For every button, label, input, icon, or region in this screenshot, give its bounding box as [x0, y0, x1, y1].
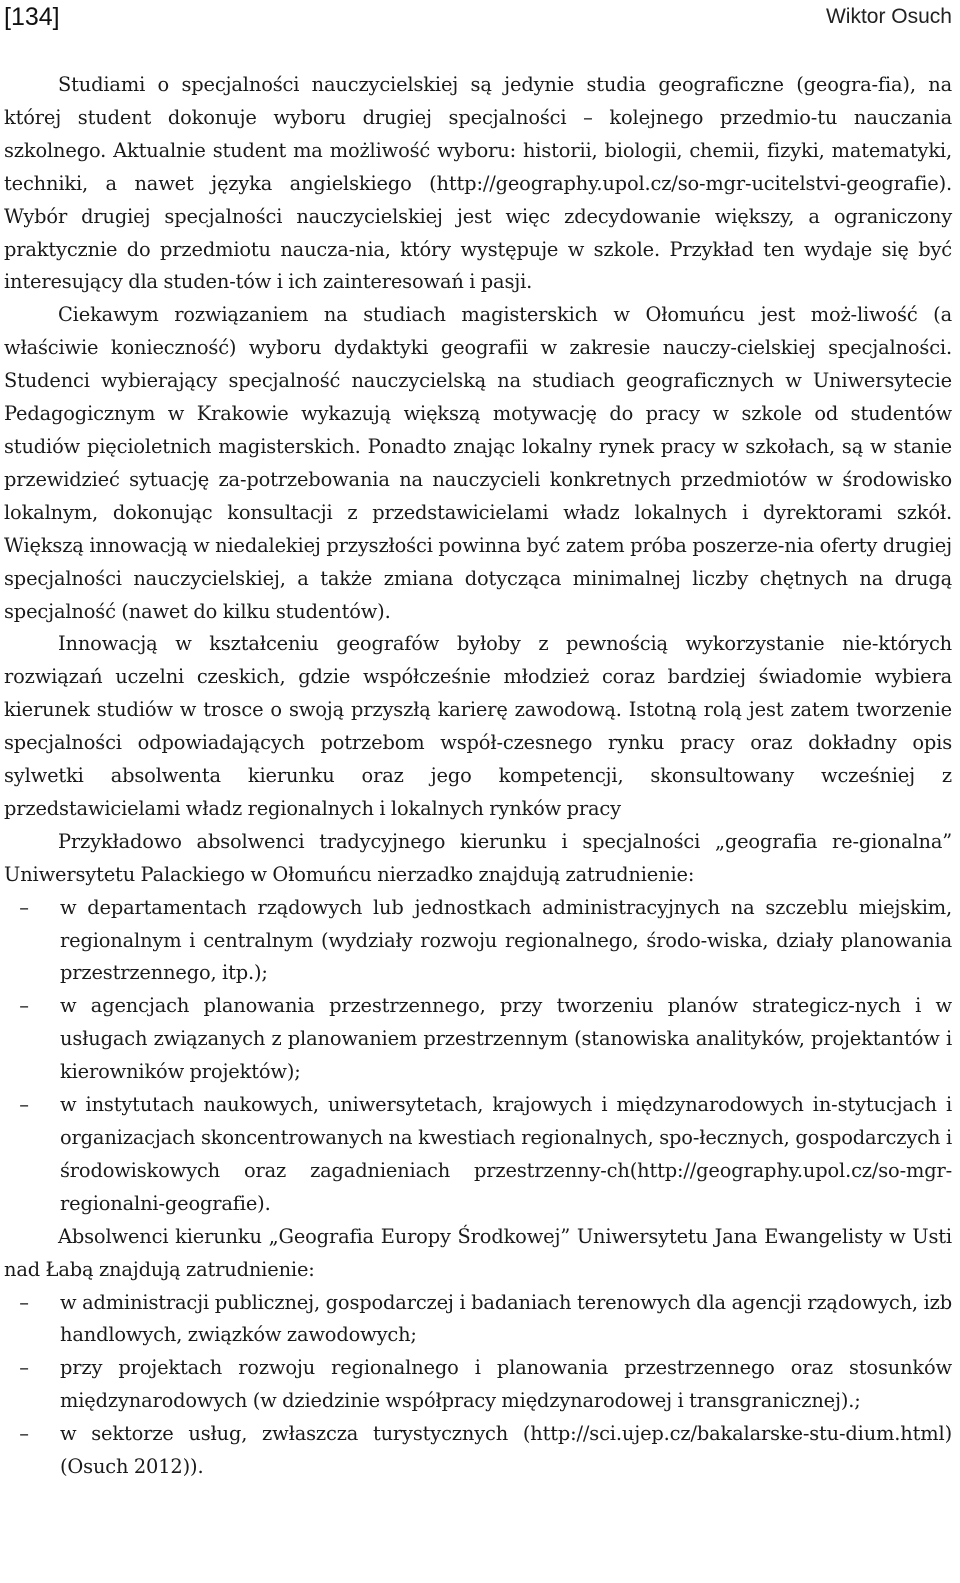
list-item: [4, 892, 952, 991]
list-item-text: w sektorze usług, zwłaszcza turystycznych (http://sci.ujep.cz/bakalarske-stu-dium.html) (Osuch 2012)).: [60, 1422, 952, 1479]
dash-bullet-icon: –: [19, 994, 29, 1018]
list-item-text: przy projektach rozwoju regionalnego i planowania przestrzennego oraz stosunków międzynarodowych (w dziedzinie współpracy międzynarodowej i transgranicznej).;: [60, 1356, 952, 1413]
list-item: [4, 1287, 952, 1353]
running-header-author: Wiktor Osuch: [825, 5, 952, 28]
dash-bullet-icon: –: [19, 1422, 29, 1446]
list-item-text: w agencjach planowania przestrzennego, przy tworzeniu planów strategicz-nych i w usługach związanych z planowaniem przestrzennym (stanowiska analityków, projektantów i kierowników projektów);: [60, 994, 952, 1084]
dash-bullet-icon: –: [19, 1093, 29, 1117]
list-item: [4, 1418, 952, 1484]
article-body: [4, 69, 952, 1484]
dash-bullet-icon: –: [19, 895, 29, 919]
employment-list-regional-geography: [4, 892, 952, 1221]
list-item: [4, 990, 952, 1089]
paragraph: Przykładowo absolwenci tradycyjnego kierunku i specjalności „geografia re-gionalna” Uniwersytetu Palackiego w Ołomuńcu nierzadko znajdują zatrudnienie:: [4, 829, 952, 886]
employment-list-central-europe: [4, 1287, 952, 1484]
list-item-text: w departamentach rządowych lub jednostkach administracyjnych na szczeblu miejskim, regionalnym i centralnym (wydziały rozwoju regionalnego, środo-wiska, działy planowania przestrzennego, itp.);: [60, 895, 952, 985]
paragraph: Studiami o specjalności nauczycielskiej są jedynie studia geograficzne (geogra-fia), na której student dokonuje wyboru drugiej specjalności – kolejnego przedmio-tu nauczania szkolnego. Aktualnie student ma możliwość wyboru: historii, biologii, chemii, fizyki, matematyki, techniki, a nawet języka angielskiego (http://geography.upol.cz/so-mgr-ucitelstvi-geografie). Wybór drugiej specjalności nauczycielskiej jest więc zdecydowanie większy, a ograniczony praktycznie do przedmiotu naucza-nia, który występuje w szkole. Przykład ten wydaje się być interesujący dla studen-tów i ich zainteresowań i pasji.: [4, 73, 952, 294]
paragraph: Ciekawym rozwiązaniem na studiach magisterskich w Ołomuńcu jest moż-liwość (a właściwie konieczność) wyboru dydaktyki geografii w zakresie nauczy-cielskiej specjalności. Studenci wybierający specjalność nauczycielską na studiach geograficznych w Uniwersytecie Pedagogicznym w Krakowie wykazują większą motywację do pracy w szkole od studentów studiów pięcioletnich magisterskich. Ponadto znając lokalny rynek pracy w szkołach, są w stanie przewidzieć sytuację za-potrzebowania na nauczycieli konkretnych przedmiotów w środowisko lokalnym, dokonując konsultacji z przedstawicielami władz lokalnych i dyrektorami szkół. Większą innowacją w niedalekiej przyszłości powinna być zatem próba poszerze-nia oferty drugiej specjalności nauczycielskiej, a także zmiana dotycząca minimalnej liczby chętnych na drugą specjalność (nawet do kilku studentów).: [4, 303, 952, 623]
page-header: [4, 0, 952, 40]
list-item-text: w instytutach naukowych, uniwersytetach, krajowych i międzynarodowych in-stytucjach i organizacjach skoncentrowanych na kwestiach regionalnych, spo-łecznych, gospodarczych i środowiskowych oraz zagadnieniach przestrzenny-ch(http://geography.upol.cz/so-mgr-regionalni-geografie).: [60, 1093, 952, 1215]
list-item: [4, 1089, 952, 1221]
list-item: [4, 1352, 952, 1418]
dash-bullet-icon: –: [19, 1356, 29, 1380]
paragraph: Absolwenci kierunku „Geografia Europy Środkowej” Uniwersytetu Jana Ewangelisty w Usti nad Łabą znajdują zatrudnienie:: [4, 1224, 952, 1281]
document-page: [4, 0, 952, 1583]
list-item-text: w administracji publicznej, gospodarczej i badaniach terenowych dla agencji rządowych, izb handlowych, związków zawodowych;: [60, 1290, 952, 1347]
dash-bullet-icon: –: [19, 1290, 29, 1314]
page-number: [134]: [4, 3, 60, 31]
paragraph: Innowacją w kształceniu geografów byłoby z pewnością wykorzystanie nie-których rozwiązań uczelni czeskich, gdzie współcześnie młodzież coraz bardziej świadomie wybiera kierunek studiów w trosce o swoją przyszłą karierę zawodową. Istotną rolą jest zatem tworzenie specjalności odpowiadających potrzebom współ-czesnego rynku pracy oraz dokładny opis sylwetki absolwenta kierunku oraz jego kompetencji, skonsultowany wcześniej z przedstawicielami władz regionalnych i lokalnych rynków pracy: [4, 632, 952, 820]
